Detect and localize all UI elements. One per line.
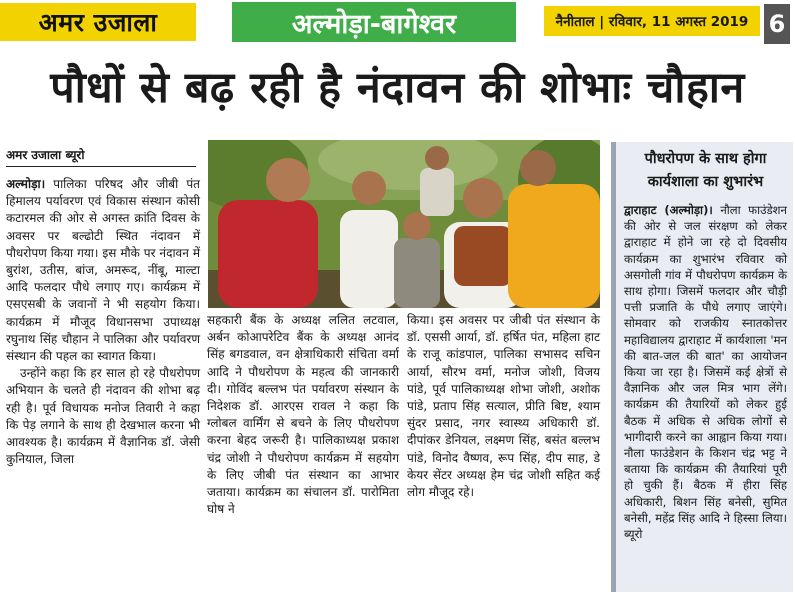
page-number: 6: [764, 4, 790, 44]
article-column-1: [6, 176, 200, 594]
article-column-2: [207, 312, 399, 594]
sidebar-news-box: [611, 142, 793, 592]
plantation-photo: [208, 140, 600, 308]
edition-banner: अल्मोड़ा-बागेश्वर: [232, 2, 516, 42]
sidebar-headline-line-1: पौधरोपण के साथ होगा: [644, 151, 767, 167]
byline-divider: [6, 166, 196, 167]
article-column-3: [407, 312, 600, 594]
sidebar-headline: [624, 148, 787, 194]
article-headline: पौधों से बढ़ रही है नंदावन की शोभाः चौहान: [50, 63, 745, 113]
sidebar-headline-line-2: कार्यशाला का शुभारंभ: [647, 174, 764, 190]
article-paragraph-3: सहकारी बैंक के अध्यक्ष ललित लटवाल, अर्बन कोआपरेटिव बैंक के अध्यक्ष आनंद सिंह बगडवाल, वन क्षेत्राधिकारी संचिता वर्मा आदि ने पौधरोपण के महत्व की जानकारी दी। गोविंद बल्लभ पंत पर्यावरण संस्थान के निदेशक डॉ. आरएस रावल ने कहा कि ग्लोबल वार्मिंग से बचने के लिए पौधरोपण करना बेहद जरूरी है। पालिकाध्यक्ष प्रकाश चंद्र जोशी ने पौधरोपण कार्यक्रम में सहयोग के लिए जीबी पंत संस्थान का आभार जताया। कार्यक्रम का संचालन डॉ. पारोमिता घोष ने: [207, 313, 399, 517]
sidebar-body-text: नौला फाउंडेशन की ओर से जल संरक्षण को लेकर द्वाराहाट में होने जा रहे दो दिवसीय कार्यक्रम का शुभारंभ रविवार को असगोली गांव में पौधरोपण कार्यक्रम के साथ होगा। जिसमें फलदार और चौड़ी पत्ती प्रजाति के पौधे लगाए जाएंगे। सोमवार को राजकीय स्नातकोत्तर महाविद्यालय द्वाराहाट में कार्यशाला 'मन की बात-जल की बात' का आयोजन किया जा रहा है। जिसमें कई क्षेत्रों से वैज्ञानिक और जल मित्र भाग लेंगे। कार्यक्रम की तैयारियों को लेकर हुई बैठक में अधिक से अधिक लोगों से भागीदारी करने का आह्वान किया गया। नौला फाउंडेशन के किशन चंद्र भट्ट ने बताया कि कार्यक्रम की तैयारियां पूरी हो चुकी हैं। बैठक में हीरा सिंह अधिकारी, बिशन सिंह बनेसी, सुमित बनेसी, महेंद्र सिंह आदि ने हिस्सा लिया। ब्यूरो: [624, 203, 787, 542]
article-paragraph-2: उन्होंने कहा कि हर साल हो रहे पौधरोपण अभियान के चलते ही नंदावन की शोभा बढ़ रही है। पूर्व विधायक मनोज तिवारी ने कहा कि पेड़ लगाने के साथ ही देखभाल करना भी आवश्यक है। कार्यक्रम में वैज्ञानिक डॉ. जेसी कुनियाल, जिला: [6, 366, 200, 467]
plantation-photo-illustration: [208, 140, 600, 308]
article-paragraph-1: [6, 176, 200, 365]
article-byline: अमर उजाला ब्यूरो: [6, 148, 85, 162]
article-paragraph-1-text: पालिका परिषद और जीबी पंत हिमालय पर्यावरण एवं विकास संस्थान कोसी कटारमल की ओर से अगस्त क्रांति दिवस के अवसर पर बल्ढोटी स्थित नंदावन में पौधरोपण किया गया। इस मौके पर नंदावन में बुरांश, उतीस, बांज, अमरूद, नींबू, माल्टा आदि फलदार पौधे लगाए गए। कार्यक्रम में एसएसबी के जवानों ने भी सहयोग किया। कार्यक्रम में मौजूद विधानसभा उपाध्यक्ष रघुनाथ सिंह चौहान ने पालिका और पर्यावरण संस्थान की पहल का स्वागत किया।: [6, 177, 200, 364]
newspaper-logo: अमर उजाला: [0, 3, 196, 41]
sidebar-location: द्वाराहाट (अल्मोड़ा)।: [624, 203, 713, 217]
article-paragraph-4: किया। इस अवसर पर जीबी पंत संस्थान के डॉ. एससी आर्या, डॉ. हर्षित पंत, महिला हाट के राजू कांडपाल, पालिका सभासद सचिन आर्या, सौरभ वर्मा, मनोज जोशी, विजय पांडे, पूर्व पालिकाध्यक्ष शोभा जोशी, अशोक पांडे, प्रताप सिंह सत्याल, प्रीति बिष्ट, श्याम सुंदर प्रसाद, नगर स्वास्थ्य अधिकारी डॉ. दीपांकर डेनियल, लक्ष्मण सिंह, बसंत बल्लभ पांडे, विनोद वैष्णव, रूप सिंह, दीप साह, डे केयर सेंटर अध्यक्ष हेम चंद्र जोशी सहित कई लोग मौजूद रहे।: [407, 313, 600, 500]
article-location: अल्मोड़ा।: [6, 177, 46, 191]
dateline: नैनीताल | रविवार, 11 अगस्त 2019: [544, 6, 760, 36]
sidebar-body: [624, 202, 787, 542]
